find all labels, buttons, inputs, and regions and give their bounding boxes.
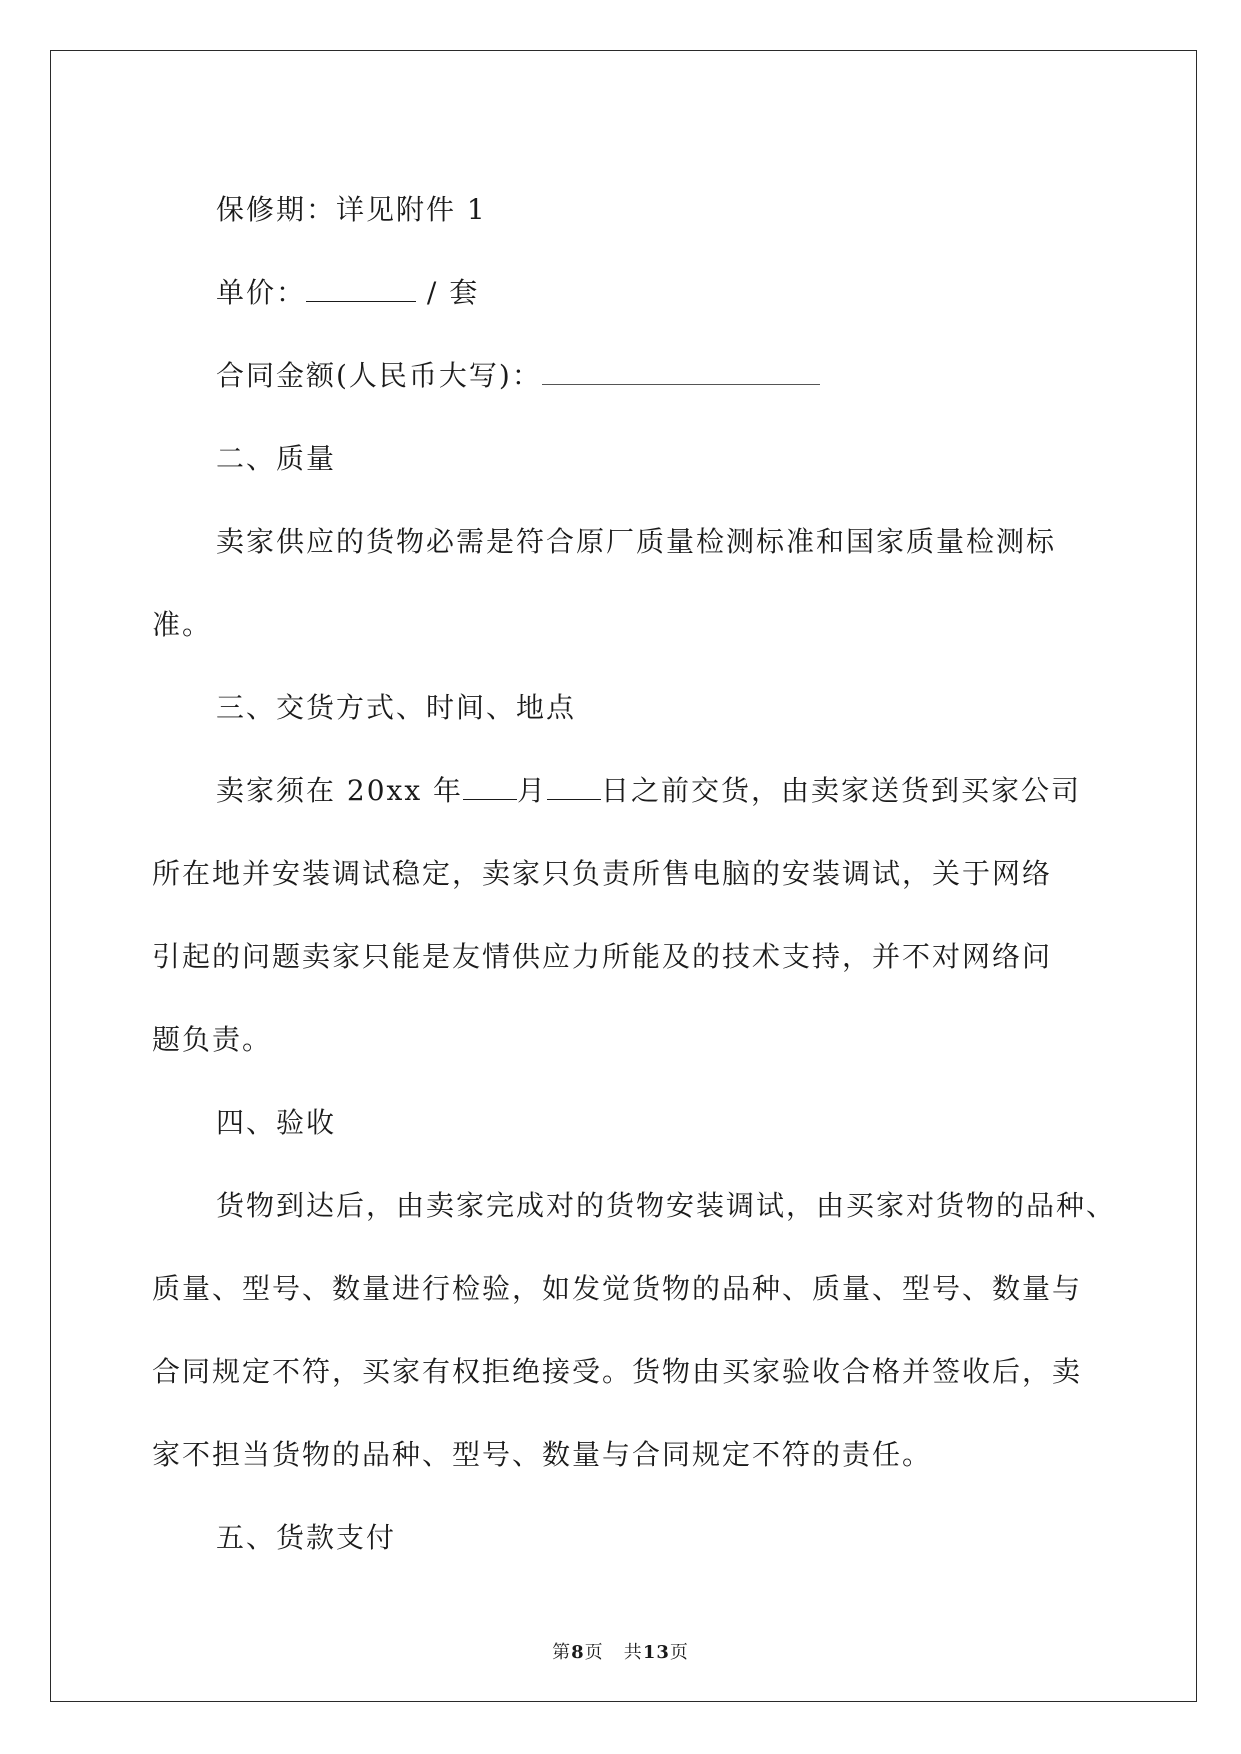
footer-prefix: 第 [552,1642,572,1663]
contract-amount-label: 合同金额(人民币大写)： [216,359,542,392]
section-4-heading: 四、验收 [216,1106,337,1139]
page-footer [0,1638,1241,1664]
footer-mid: 页 共 [584,1642,643,1663]
footer-page-number: 8 [571,1642,585,1663]
delivery-month-text: 月 [517,774,548,807]
section-2-body-line-2: 准。 [152,608,213,641]
section-4-line-1: 货物到达后，由卖家完成对的货物安装调试，由买家对货物的品种、 [216,1189,1117,1222]
delivery-day-text: 日之前交货，由卖家送货到买家公司 [601,774,1082,807]
unit-price-line [152,251,1092,334]
unit-price-label: 单价： [216,276,307,309]
warranty-line: 保修期：详见附件 1 [216,193,487,226]
contract-amount-line [152,334,1092,417]
section-5-heading: 五、货款支付 [216,1521,397,1554]
footer-suffix: 页 [669,1642,689,1663]
section-3-heading: 三、交货方式、时间、地点 [216,691,577,724]
section-4-line-3: 合同规定不符，买家有权拒绝接受。货物由买家验收合格并签收后，卖 [152,1355,1083,1388]
section-3-line-3: 引起的问题卖家只能是友情供应力所能及的技术支持，并不对网络问 [152,940,1053,973]
delivery-month-blank [463,777,517,800]
section-2-body-line-1: 卖家供应的货物必需是符合原厂质量检测标准和国家质量检测标 [216,525,1057,558]
contract-amount-blank [542,362,820,385]
footer-total-pages: 13 [642,1642,670,1663]
delivery-year-text: 卖家须在 20xx 年 [216,774,464,807]
section-3-line-4: 题负责。 [152,1023,273,1056]
section-4-line-2: 质量、型号、数量进行检验，如发觉货物的品种、质量、型号、数量与 [152,1272,1083,1305]
section-2-heading: 二、质量 [216,442,337,475]
unit-price-suffix: / 套 [426,276,480,309]
document-body [152,168,1117,1579]
section-3-line-2: 所在地并安装调试稳定，卖家只负责所售电脑的安装调试，关于网络 [152,857,1053,890]
unit-price-blank [306,279,416,302]
delivery-day-blank [547,777,601,800]
section-4-line-4: 家不担当货物的品种、型号、数量与合同规定不符的责任。 [152,1438,933,1471]
section-3-line-1 [152,749,1092,832]
